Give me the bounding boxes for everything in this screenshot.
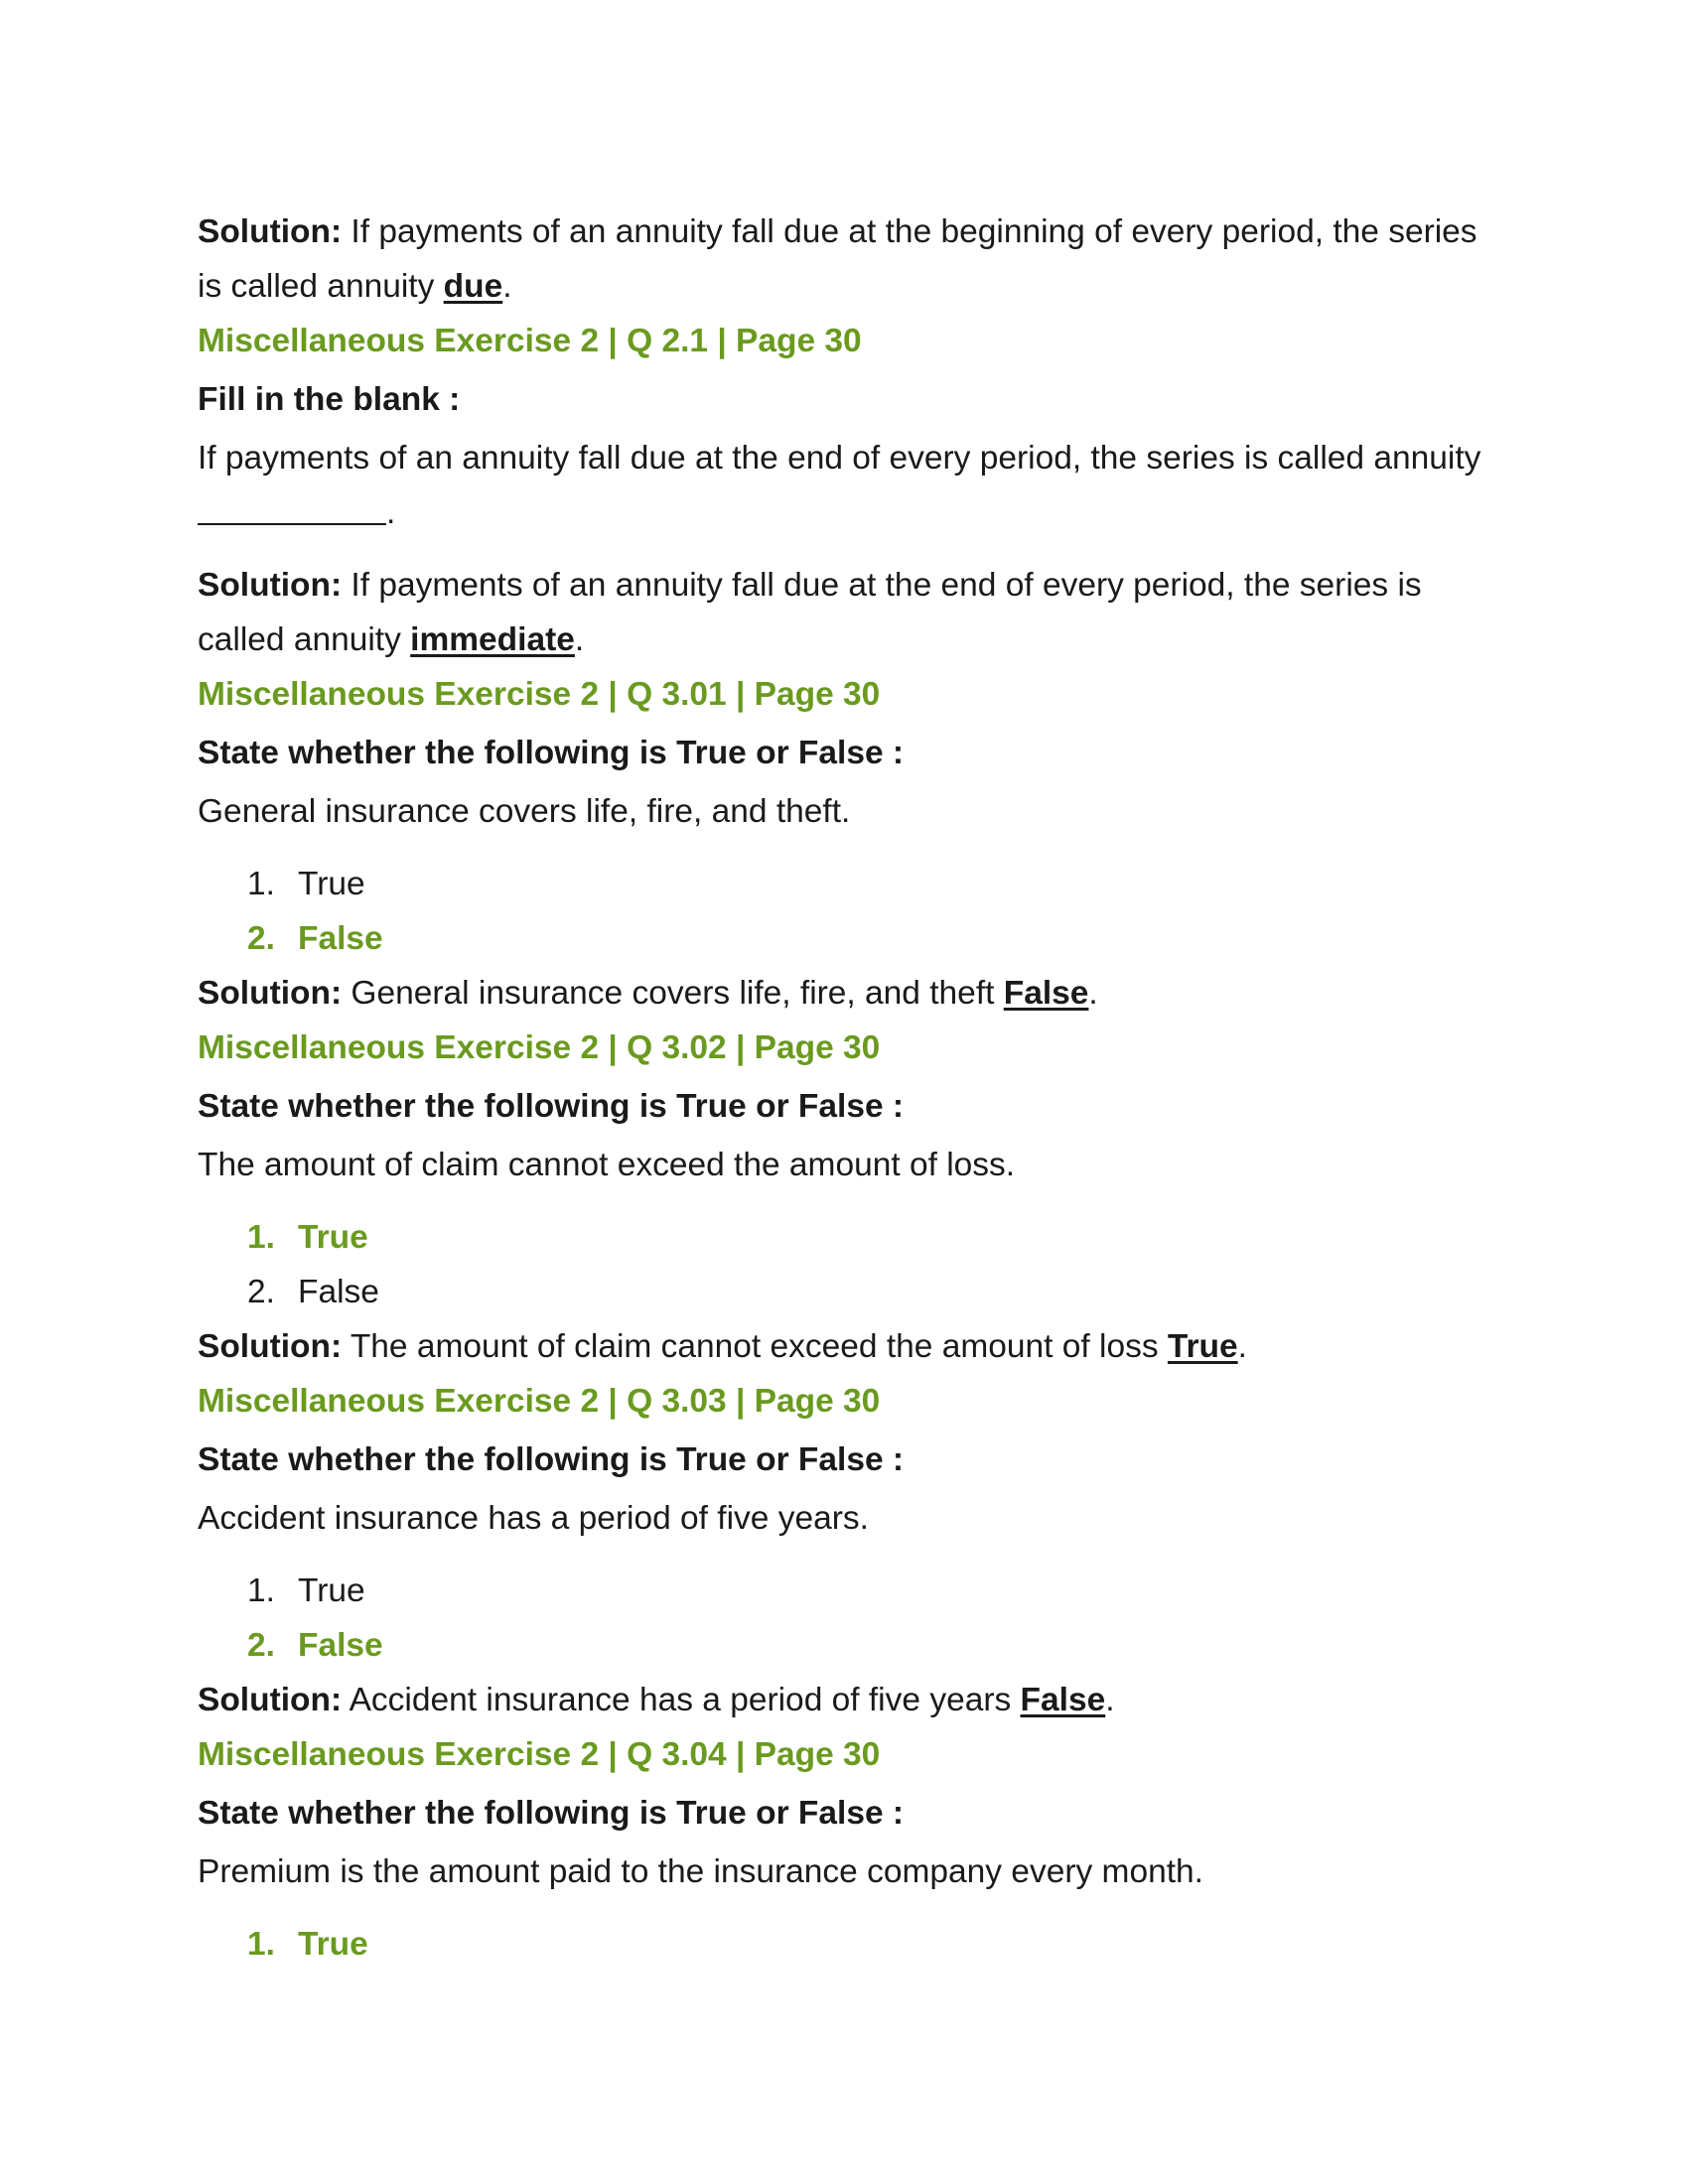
option-text: True (298, 1572, 365, 1609)
solution-label: Solution: (198, 1328, 343, 1365)
question-text: If payments of an annuity fall due at the end of every period, the series is called annuity (198, 440, 1481, 477)
question-type-label: State whether the following is True or False : (198, 735, 905, 771)
option-item (198, 1265, 1488, 1319)
period: . (502, 268, 512, 305)
fill-blank (198, 485, 1488, 540)
question-heading: Miscellaneous Exercise 2 | Q 2.1 | Page 30 (198, 323, 862, 359)
options-list (198, 1917, 1488, 1972)
question-text: The amount of claim cannot exceed the amount of loss. (198, 1147, 1016, 1183)
solution-answer: True (1167, 1328, 1238, 1365)
solution-text: Accident insurance has a period of five years (342, 1682, 1021, 1718)
question-type-label: State whether the following is True or False : (198, 1795, 905, 1832)
solution-text: is called annuity (198, 268, 444, 305)
option-number: 1. (247, 1219, 275, 1256)
question-heading: Miscellaneous Exercise 2 | Q 3.03 | Page 30 (198, 1383, 881, 1420)
period: . (1088, 975, 1098, 1012)
solution-paragraph (198, 205, 1488, 314)
solution-text: General insurance covers life, fire, and theft (342, 975, 1004, 1012)
option-number: 1. (247, 1572, 275, 1609)
question-type-label: Fill in the blank : (198, 381, 461, 418)
solution-text: The amount of claim cannot exceed the amount of loss (342, 1328, 1168, 1365)
options-list (198, 1564, 1488, 1673)
solution-label: Solution: (198, 1682, 343, 1718)
document-body (198, 205, 1488, 1972)
solution-answer: immediate (410, 621, 575, 658)
option-text: True (298, 1219, 368, 1256)
solution-answer: due (443, 268, 503, 305)
option-text: True (298, 866, 365, 902)
period: . (574, 621, 585, 658)
question-type-label: State whether the following is True or False : (198, 1088, 905, 1125)
solution-answer: False (1020, 1682, 1106, 1718)
option-text: False (298, 1627, 383, 1664)
solution-text: If payments of an annuity fall due at the end of every period, the series is (342, 567, 1422, 604)
option-number: 2. (247, 1274, 275, 1310)
question-heading: Miscellaneous Exercise 2 | Q 3.02 | Page 30 (198, 1029, 881, 1066)
options-list (198, 857, 1488, 966)
option-number: 1. (247, 866, 275, 902)
blank-period: . (386, 494, 396, 531)
option-item (198, 1564, 1488, 1618)
solution-paragraph (198, 966, 1488, 1021)
solution-paragraph (198, 558, 1488, 667)
option-number: 2. (247, 1627, 275, 1664)
option-number: 2. (247, 920, 275, 957)
question-text: Accident insurance has a period of five years. (198, 1500, 869, 1537)
options-list (198, 1210, 1488, 1319)
solution-label: Solution: (198, 567, 343, 604)
option-item-correct (198, 1618, 1488, 1673)
solution-text: If payments of an annuity fall due at the beginning of every period, the series (342, 213, 1477, 250)
option-number: 1. (247, 1926, 275, 1963)
solution-paragraph (198, 1319, 1488, 1374)
option-item-correct (198, 911, 1488, 966)
solution-text: called annuity (198, 621, 411, 658)
option-item-correct (198, 1917, 1488, 1972)
option-item (198, 857, 1488, 911)
option-item-correct (198, 1210, 1488, 1265)
question-text: Premium is the amount paid to the insurance company every month. (198, 1853, 1203, 1890)
solution-answer: False (1003, 975, 1089, 1012)
option-text: True (298, 1926, 368, 1963)
blank-underline (198, 523, 386, 525)
solution-paragraph (198, 1673, 1488, 1727)
question-type-label: State whether the following is True or False : (198, 1441, 905, 1478)
question-text: General insurance covers life, fire, and theft. (198, 793, 851, 830)
solution-label: Solution: (198, 213, 343, 250)
question-heading: Miscellaneous Exercise 2 | Q 3.04 | Page 30 (198, 1736, 881, 1773)
option-text: False (298, 920, 383, 957)
question-heading: Miscellaneous Exercise 2 | Q 3.01 | Page 30 (198, 676, 881, 713)
period: . (1237, 1328, 1247, 1365)
solution-label: Solution: (198, 975, 343, 1012)
period: . (1105, 1682, 1115, 1718)
option-text: False (298, 1274, 379, 1310)
